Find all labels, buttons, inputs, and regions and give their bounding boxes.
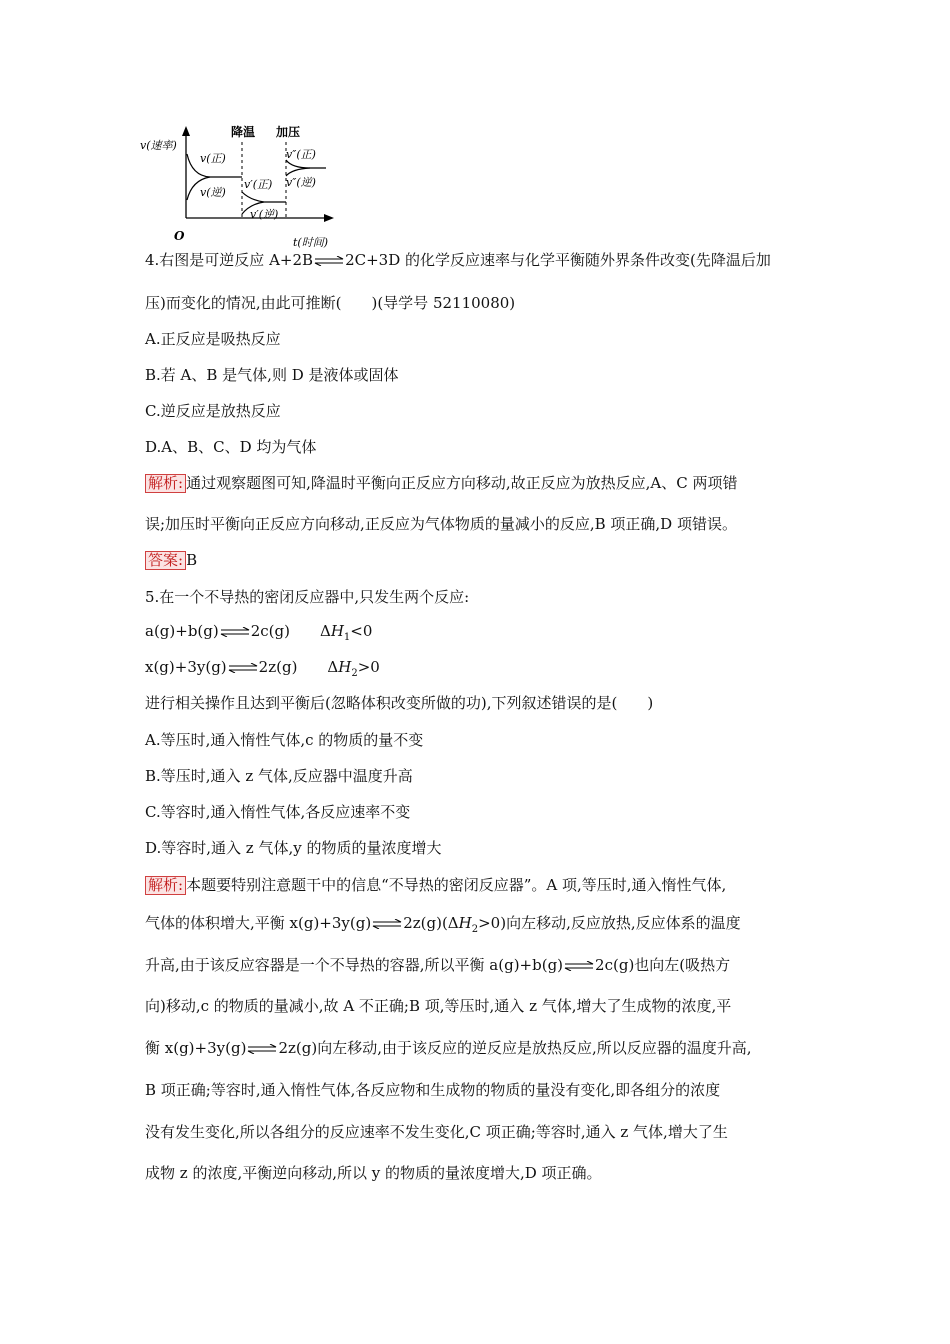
q5-option-d: D.等容时,通入 z 气体,y 的物质的量浓度增大 <box>145 839 442 857</box>
q5-option-c: C.等容时,通入惰性气体,各反应速率不变 <box>145 803 411 821</box>
q5-intro: 5.在一个不导热的密闭反应器中,只发生两个反应: <box>145 588 470 606</box>
q4-analysis-line1: 解析: 通过观察题图可知,降温时平衡向正反应方向移动,故正反应为放热反应,A、C 两项错 <box>145 473 737 493</box>
equilibrium-arrow-icon <box>564 961 594 971</box>
q4-stem-line1: 4.右图是可逆反应 A+2B 2C+3D 的化学反应速率与化学平衡随外界条件改变(先降温后加 <box>145 251 771 269</box>
q5-analysis-line2: 气体的体积增大,平衡 x(g)+3y(g) $2z(g)(\Delta H_2>0)$向左移动,反应放热,反应体系的温度 <box>145 914 741 935</box>
equilibrium-arrow-icon <box>228 663 258 673</box>
v-reverse-label: v(逆) <box>200 186 226 199</box>
q5-analysis-line8: 成物 z 的浓度,平衡逆向移动,所以 y 的物质的量浓度增大,D 项正确。 <box>145 1164 602 1182</box>
v1-reverse-label: v′(逆) <box>250 208 279 221</box>
q4-option-b: B.若 A、B 是气体,则 D 是液体或固体 <box>145 366 399 384</box>
x-axis-arrow <box>324 214 334 222</box>
q4-option-c: C.逆反应是放热反应 <box>145 402 281 420</box>
v2-forward-label: v″(正) <box>286 148 316 161</box>
rate-time-figure <box>140 118 340 253</box>
v2-reverse-label: v″(逆) <box>286 176 316 189</box>
q4-answer: 答案: B <box>145 550 197 570</box>
x-axis-label: t(时间) <box>293 236 329 249</box>
analysis-tag: 解析: <box>145 876 186 895</box>
q4-option-d: D.A、B、C、D 均为气体 <box>145 438 317 456</box>
answer-tag: 答案: <box>145 551 186 570</box>
q4-stem-line2: 压)而变化的情况,由此可推断( )(导学号 52110080) <box>145 294 516 312</box>
v2-forward-curve <box>286 160 326 168</box>
equilibrium-arrow-icon <box>314 256 344 266</box>
q5-equation-2: x(g)+3y(g) 2z(g) $\Delta H_2>0$ <box>145 658 380 679</box>
v2-reverse-curve <box>286 168 310 176</box>
v1-forward-label: v′(正) <box>244 178 273 191</box>
q5-analysis-line7: 没有发生变化,所以各组分的反应速率不发生变化,C 项正确;等容时,通入 z 气体,增大了生 <box>145 1123 728 1141</box>
analysis-tag: 解析: <box>145 474 186 493</box>
equilibrium-arrow-icon <box>372 919 402 929</box>
q5-analysis-line3: 升高,由于该反应容器是一个不导热的容器,所以平衡 a(g)+b(g) 2c(g)也向左(吸热方 <box>145 956 731 974</box>
q5-option-a: A.等压时,通入惰性气体,c 的物质的量不变 <box>145 731 424 749</box>
q5-analysis-line5: 衡 x(g)+3y(g) 2z(g)向左移动,由于该反应的逆反应是放热反应,所以反应器的温度升高, <box>145 1039 752 1057</box>
q5-analysis-line4: 向)移动,c 的物质的量减小,故 A 不正确;B 项,等压时,通入 z 气体,增大了生成物的浓度,平 <box>145 997 732 1015</box>
q5-equation-1: a(g)+b(g) 2c(g) $\Delta H_1<0$ <box>145 622 373 643</box>
v1-forward-curve <box>242 192 286 202</box>
origin-label: O <box>174 229 185 243</box>
y-axis-label: v(速率) <box>140 139 177 152</box>
q5-stem: 进行相关操作且达到平衡后(忽略体积改变所做的功),下列叙述错误的是( ) <box>145 694 654 712</box>
q5-analysis-line6: B 项正确;等容时,通入惰性气体,各反应物和生成物的物质的量没有变化,即各组分的浓度 <box>145 1081 721 1099</box>
pressurize-label: 加压 <box>276 125 301 139</box>
v-forward-label: v(正) <box>200 152 226 165</box>
q4-analysis-line2: 误;加压时平衡向正反应方向移动,正反应为气体物质的量减小的反应,B 项正确,D 项错误。 <box>145 515 737 533</box>
equilibrium-arrow-icon <box>220 627 250 637</box>
equilibrium-arrow-icon <box>247 1044 277 1054</box>
q5-option-b: B.等压时,通入 z 气体,反应器中温度升高 <box>145 767 413 785</box>
q4-option-a: A.正反应是吸热反应 <box>145 330 281 348</box>
q5-analysis-line1: 解析: 本题要特别注意题干中的信息“不导热的密闭反应器”。A 项,等压时,通入惰性气体, <box>145 875 726 895</box>
cooling-label: 降温 <box>231 125 256 139</box>
y-axis-arrow <box>182 126 190 136</box>
